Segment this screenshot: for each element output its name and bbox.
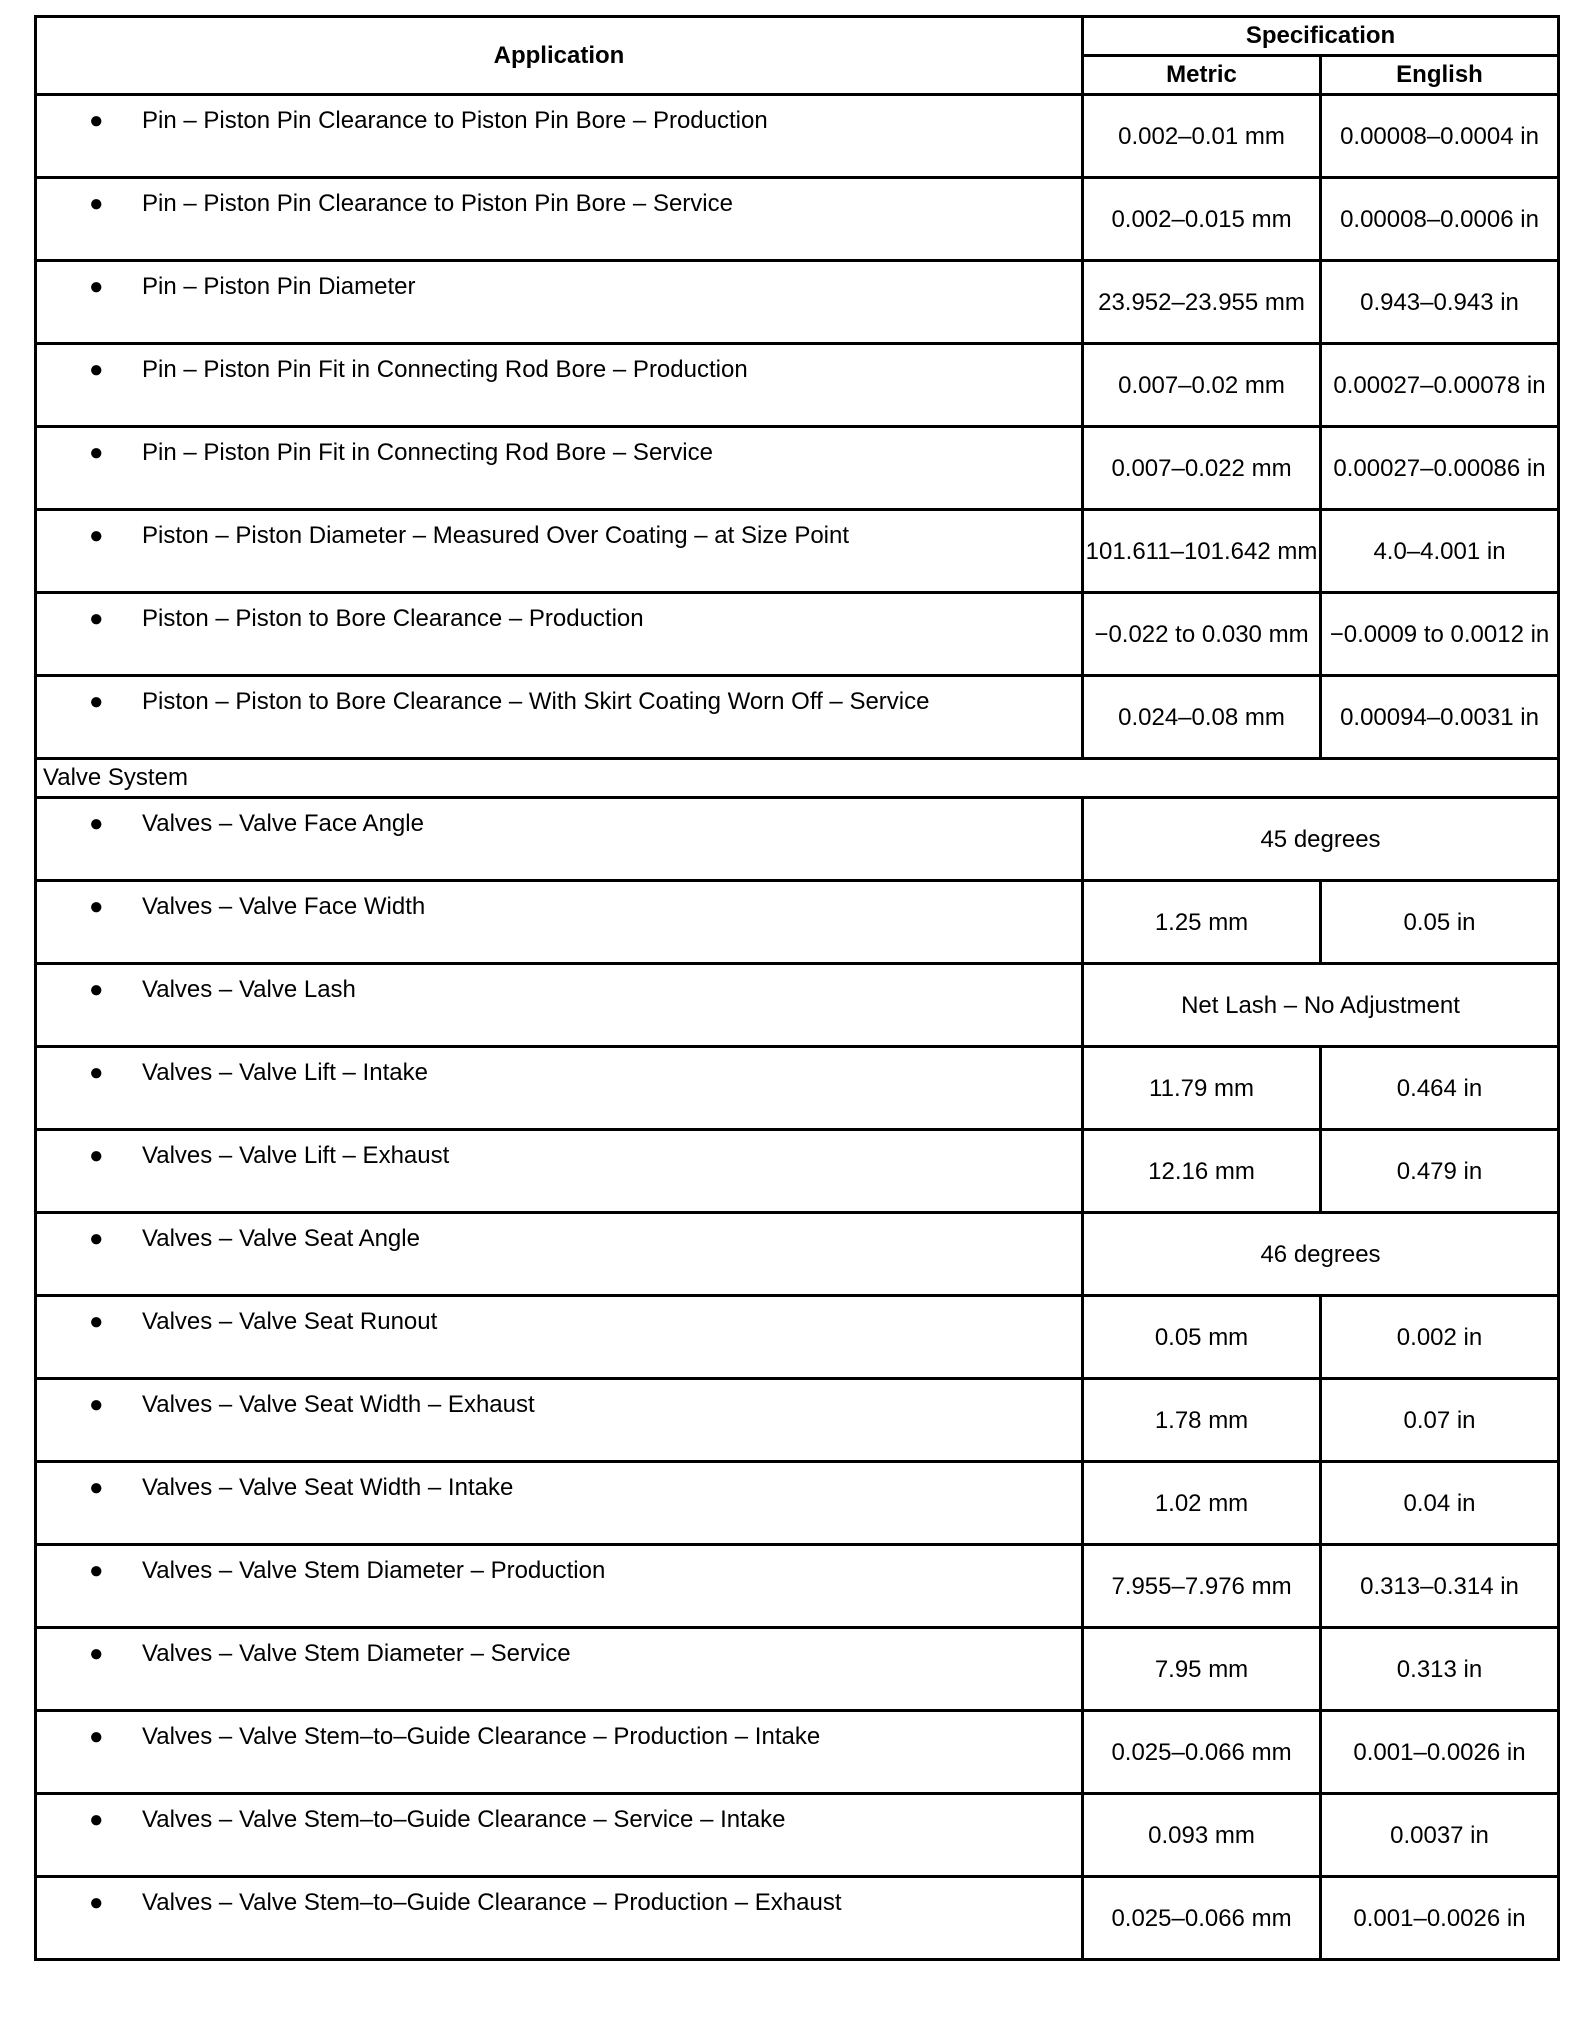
table-row [36,1545,1559,1628]
application-cell [36,964,1083,1047]
bullet-icon: ● [89,1142,104,1169]
application-cell [36,1877,1083,1960]
application-cell [36,1794,1083,1877]
application-label: Valves – Valve Seat Runout [142,1308,438,1335]
application-cell [36,1545,1083,1628]
application-label: Valves – Valve Stem–to–Guide Clearance – Production – Exhaust [142,1889,842,1916]
metric-value: 7.955–7.976 mm [1083,1545,1321,1628]
bullet-icon: ● [89,976,104,1003]
application-cell [36,510,1083,593]
metric-value: −0.022 to 0.030 mm [1083,593,1321,676]
metric-value: 101.611–101.642 mm [1083,510,1321,593]
application-label: Pin – Piston Pin Fit in Connecting Rod Bore – Service [142,439,713,466]
metric-value: 0.002–0.015 mm [1083,178,1321,261]
english-value: 0.313–0.314 in [1321,1545,1559,1628]
application-label: Pin – Piston Pin Clearance to Piston Pin Bore – Production [142,107,768,134]
table-row [36,1296,1559,1379]
bullet-icon: ● [89,1059,104,1086]
application-label: Pin – Piston Pin Fit in Connecting Rod Bore – Production [142,356,748,383]
header-application: Application [36,17,1083,95]
application-cell [36,676,1083,759]
table-row [36,1047,1559,1130]
table-row [36,676,1559,759]
bullet-icon: ● [89,107,104,134]
table-row [36,881,1559,964]
english-value: 0.05 in [1321,881,1559,964]
english-value: 0.04 in [1321,1462,1559,1545]
application-cell [36,593,1083,676]
table-row [36,427,1559,510]
bullet-icon: ● [89,605,104,632]
application-label: Piston – Piston to Bore Clearance – Production [142,605,644,632]
specification-table [34,15,1560,1961]
bullet-icon: ● [89,688,104,715]
application-cell [36,1711,1083,1794]
english-value: −0.0009 to 0.0012 in [1321,593,1559,676]
english-value: 0.00027–0.00086 in [1321,427,1559,510]
english-value: 0.00027–0.00078 in [1321,344,1559,427]
english-value: 0.001–0.0026 in [1321,1877,1559,1960]
application-cell [36,95,1083,178]
english-value: 0.313 in [1321,1628,1559,1711]
application-cell [36,1296,1083,1379]
english-value: 0.00094–0.0031 in [1321,676,1559,759]
application-cell [36,1462,1083,1545]
english-value: 4.0–4.001 in [1321,510,1559,593]
table-row [36,1130,1559,1213]
table-row [36,593,1559,676]
english-value: 0.943–0.943 in [1321,261,1559,344]
metric-value: 0.093 mm [1083,1794,1321,1877]
specification-value: Net Lash – No Adjustment [1083,964,1559,1047]
application-label: Pin – Piston Pin Clearance to Piston Pin Bore – Service [142,190,733,217]
application-label: Piston – Piston to Bore Clearance – With Skirt Coating Worn Off – Service [142,688,930,715]
metric-value: 11.79 mm [1083,1047,1321,1130]
english-value: 0.479 in [1321,1130,1559,1213]
application-label: Valves – Valve Stem–to–Guide Clearance – Production – Intake [142,1723,821,1750]
metric-value: 0.007–0.022 mm [1083,427,1321,510]
bullet-icon: ● [89,439,104,466]
metric-value: 0.025–0.066 mm [1083,1711,1321,1794]
application-label: Valves – Valve Stem–to–Guide Clearance – Service – Intake [142,1806,786,1833]
table-row [36,1711,1559,1794]
metric-value: 0.007–0.02 mm [1083,344,1321,427]
metric-value: 1.78 mm [1083,1379,1321,1462]
bullet-icon: ● [89,893,104,920]
header-metric: Metric [1083,56,1321,95]
application-cell [36,1379,1083,1462]
metric-value: 1.25 mm [1083,881,1321,964]
table-row [36,95,1559,178]
bullet-icon: ● [89,190,104,217]
application-label: Valves – Valve Stem Diameter – Production [142,1557,606,1584]
application-label: Piston – Piston Diameter – Measured Over Coating – at Size Point [142,522,850,549]
table-row [36,1379,1559,1462]
english-value: 0.00008–0.0004 in [1321,95,1559,178]
application-label: Valves – Valve Stem Diameter – Service [142,1640,571,1667]
application-cell [36,261,1083,344]
table-row [36,1462,1559,1545]
application-cell [36,427,1083,510]
application-label: Valves – Valve Seat Width – Exhaust [142,1391,535,1418]
english-value: 0.001–0.0026 in [1321,1711,1559,1794]
table-row [36,510,1559,593]
bullet-icon: ● [89,356,104,383]
application-label: Valves – Valve Face Angle [142,810,424,837]
application-label: Pin – Piston Pin Diameter [142,273,416,300]
section-title: Valve System [36,759,1559,798]
bullet-icon: ● [89,1723,104,1750]
application-cell [36,881,1083,964]
bullet-icon: ● [89,1557,104,1584]
specification-value: 46 degrees [1083,1213,1559,1296]
application-label: Valves – Valve Face Width [142,893,426,920]
application-label: Valves – Valve Lash [142,976,356,1003]
english-value: 0.464 in [1321,1047,1559,1130]
metric-value: 1.02 mm [1083,1462,1321,1545]
application-cell [36,178,1083,261]
table-row [36,1877,1559,1960]
english-value: 0.07 in [1321,1379,1559,1462]
metric-value: 0.025–0.066 mm [1083,1877,1321,1960]
bullet-icon: ● [89,1889,104,1916]
table-row [36,798,1559,881]
metric-value: 12.16 mm [1083,1130,1321,1213]
table-body [36,95,1559,1960]
english-value: 0.00008–0.0006 in [1321,178,1559,261]
metric-value: 0.05 mm [1083,1296,1321,1379]
application-label: Valves – Valve Seat Width – Intake [142,1474,514,1501]
table-row [36,1628,1559,1711]
metric-value: 0.002–0.01 mm [1083,95,1321,178]
table-header-row [36,17,1559,56]
section-row [36,759,1559,798]
bullet-icon: ● [89,810,104,837]
metric-value: 23.952–23.955 mm [1083,261,1321,344]
application-cell [36,798,1083,881]
table-row [36,1213,1559,1296]
bullet-icon: ● [89,1640,104,1667]
table-row [36,964,1559,1047]
metric-value: 7.95 mm [1083,1628,1321,1711]
table-row [36,261,1559,344]
application-label: Valves – Valve Lift – Intake [142,1059,428,1086]
metric-value: 0.024–0.08 mm [1083,676,1321,759]
bullet-icon: ● [89,1806,104,1833]
table-row [36,344,1559,427]
english-value: 0.0037 in [1321,1794,1559,1877]
application-cell [36,344,1083,427]
bullet-icon: ● [89,1474,104,1501]
application-label: Valves – Valve Seat Angle [142,1225,420,1252]
application-cell [36,1130,1083,1213]
application-cell [36,1047,1083,1130]
bullet-icon: ● [89,1391,104,1418]
bullet-icon: ● [89,522,104,549]
header-specification: Specification [1083,17,1559,56]
table-row [36,1794,1559,1877]
application-cell [36,1628,1083,1711]
table-row [36,178,1559,261]
application-label: Valves – Valve Lift – Exhaust [142,1142,450,1169]
bullet-icon: ● [89,273,104,300]
bullet-icon: ● [89,1308,104,1335]
bullet-icon: ● [89,1225,104,1252]
english-value: 0.002 in [1321,1296,1559,1379]
application-cell [36,1213,1083,1296]
specification-value: 45 degrees [1083,798,1559,881]
header-english: English [1321,56,1559,95]
